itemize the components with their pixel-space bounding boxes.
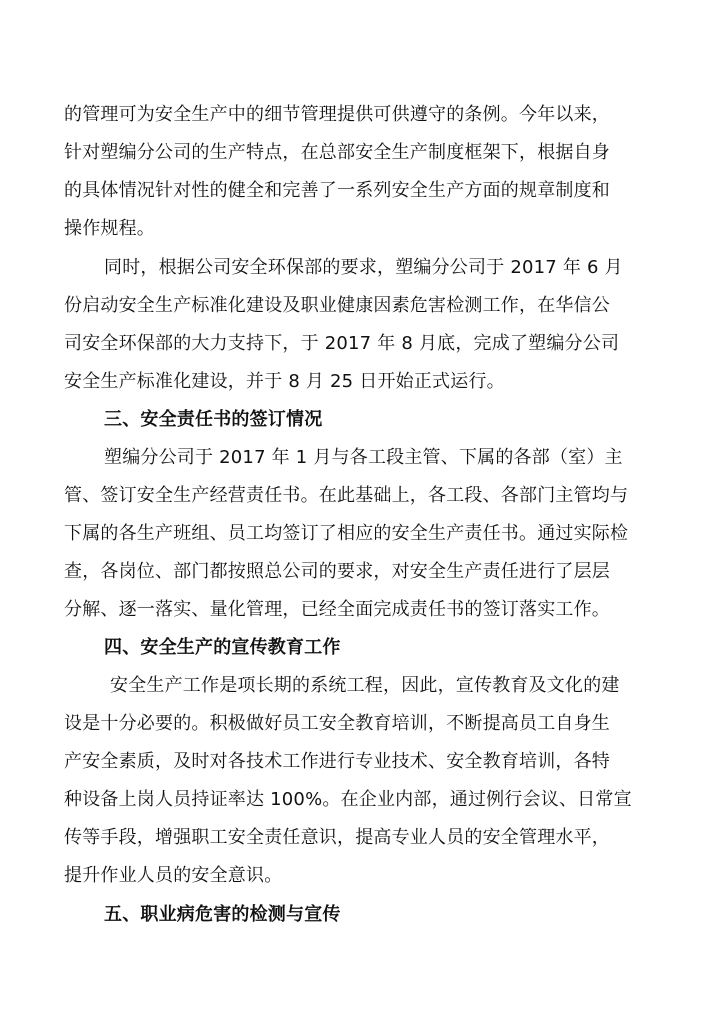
paragraph-line: 针对塑编分公司的生产特点，在总部安全生产制度框架下，根据自身 [64, 142, 610, 163]
paragraph-line: 份启动安全生产标准化建设及职业健康因素危害检测工作，在华信公 [64, 295, 610, 316]
paragraph-line: 操作规程。 [64, 218, 155, 239]
paragraph-line: 查，各岗位、部门都按照总公司的要求，对安全生产责任进行了层层 [64, 561, 610, 582]
paragraph-line: 分解、逐一落实、量化管理，已经全面完成责任书的签订落实工作。 [64, 599, 610, 620]
paragraph-line: 安全生产标准化建设，并于 8 月 25 日开始正式运行。 [64, 371, 505, 392]
section-heading: 三、安全责任书的签订情况 [104, 409, 323, 430]
paragraph-line: 的管理可为安全生产中的细节管理提供可供遵守的条例。今年以来， [64, 104, 610, 125]
paragraph-line: 管、签订安全生产经营责任书。在此基础上，各工段、各部门主管均与 [64, 485, 629, 506]
section-heading: 五、职业病危害的检测与宣传 [104, 904, 341, 925]
paragraph-line: 传等手段，增强职工安全责任意识，提高专业人员的安全管理水平， [64, 827, 610, 848]
paragraph-line: 下属的各生产班组、员工均签订了相应的安全生产责任书。通过实际检 [64, 523, 629, 544]
paragraph-line: 同时，根据公司安全环保部的要求，塑编分公司于 2017 年 6 月 [104, 257, 623, 278]
section-heading: 四、安全生产的宣传教育工作 [104, 637, 341, 658]
paragraph-line: 产安全素质，及时对各技术工作进行专业技术、安全教育培训，各特 [64, 751, 610, 772]
paragraph-line: 种设备上岗人员持证率达 100%。在企业内部，通过例行会议、日常宣 [64, 789, 632, 810]
paragraph-line: 塑编分公司于 2017 年 1 月与各工段主管、下属的各部（室）主 [104, 447, 623, 468]
paragraph-line: 提升作业人员的安全意识。 [64, 865, 283, 886]
paragraph-line: 的具体情况针对性的健全和完善了一系列安全生产方面的规章制度和 [64, 180, 610, 201]
paragraph-line: 司安全环保部的大力支持下，于 2017 年 8 月底，完成了塑编分公司 [64, 333, 620, 354]
paragraph-line: 安全生产工作是项长期的系统工程，因此，宣传教育及文化的建 [110, 675, 620, 696]
paragraph-line: 设是十分必要的。积极做好员工安全教育培训，不断提高员工自身生 [64, 713, 610, 734]
